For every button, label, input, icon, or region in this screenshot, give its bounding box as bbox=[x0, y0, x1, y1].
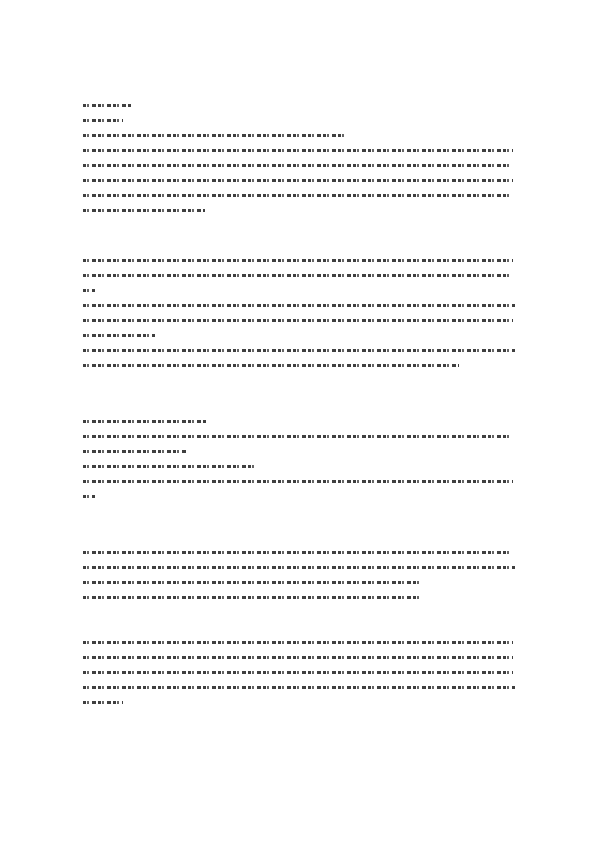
text-line bbox=[83, 203, 515, 218]
text-line bbox=[83, 680, 515, 695]
paragraph bbox=[83, 635, 515, 710]
text-line bbox=[83, 560, 515, 575]
paragraph bbox=[83, 143, 515, 218]
text-line bbox=[83, 429, 515, 444]
text-line bbox=[83, 328, 515, 343]
text-line bbox=[83, 313, 515, 328]
text-line bbox=[83, 474, 515, 489]
text-line bbox=[83, 489, 515, 504]
text-line bbox=[83, 343, 515, 358]
paragraph bbox=[83, 545, 515, 605]
text-line bbox=[83, 298, 515, 313]
text-line bbox=[83, 545, 515, 560]
text-line bbox=[83, 143, 515, 158]
text-line bbox=[83, 358, 515, 373]
paragraph bbox=[83, 414, 515, 504]
text-line bbox=[83, 188, 515, 203]
text-line bbox=[83, 268, 515, 283]
header-line bbox=[83, 113, 515, 128]
text-line bbox=[83, 665, 515, 680]
text-line bbox=[83, 158, 515, 173]
text-line bbox=[83, 575, 515, 590]
text-line bbox=[83, 444, 515, 459]
text-line bbox=[83, 650, 515, 665]
text-line bbox=[83, 414, 515, 429]
text-line bbox=[83, 173, 515, 188]
text-line bbox=[83, 635, 515, 650]
paragraph bbox=[83, 253, 515, 373]
text-line bbox=[83, 590, 515, 605]
document-header bbox=[83, 98, 515, 143]
text-line bbox=[83, 253, 515, 268]
header-line bbox=[83, 128, 515, 143]
header-line bbox=[83, 98, 515, 113]
text-line bbox=[83, 283, 515, 298]
text-line bbox=[83, 459, 515, 474]
text-line bbox=[83, 695, 515, 710]
